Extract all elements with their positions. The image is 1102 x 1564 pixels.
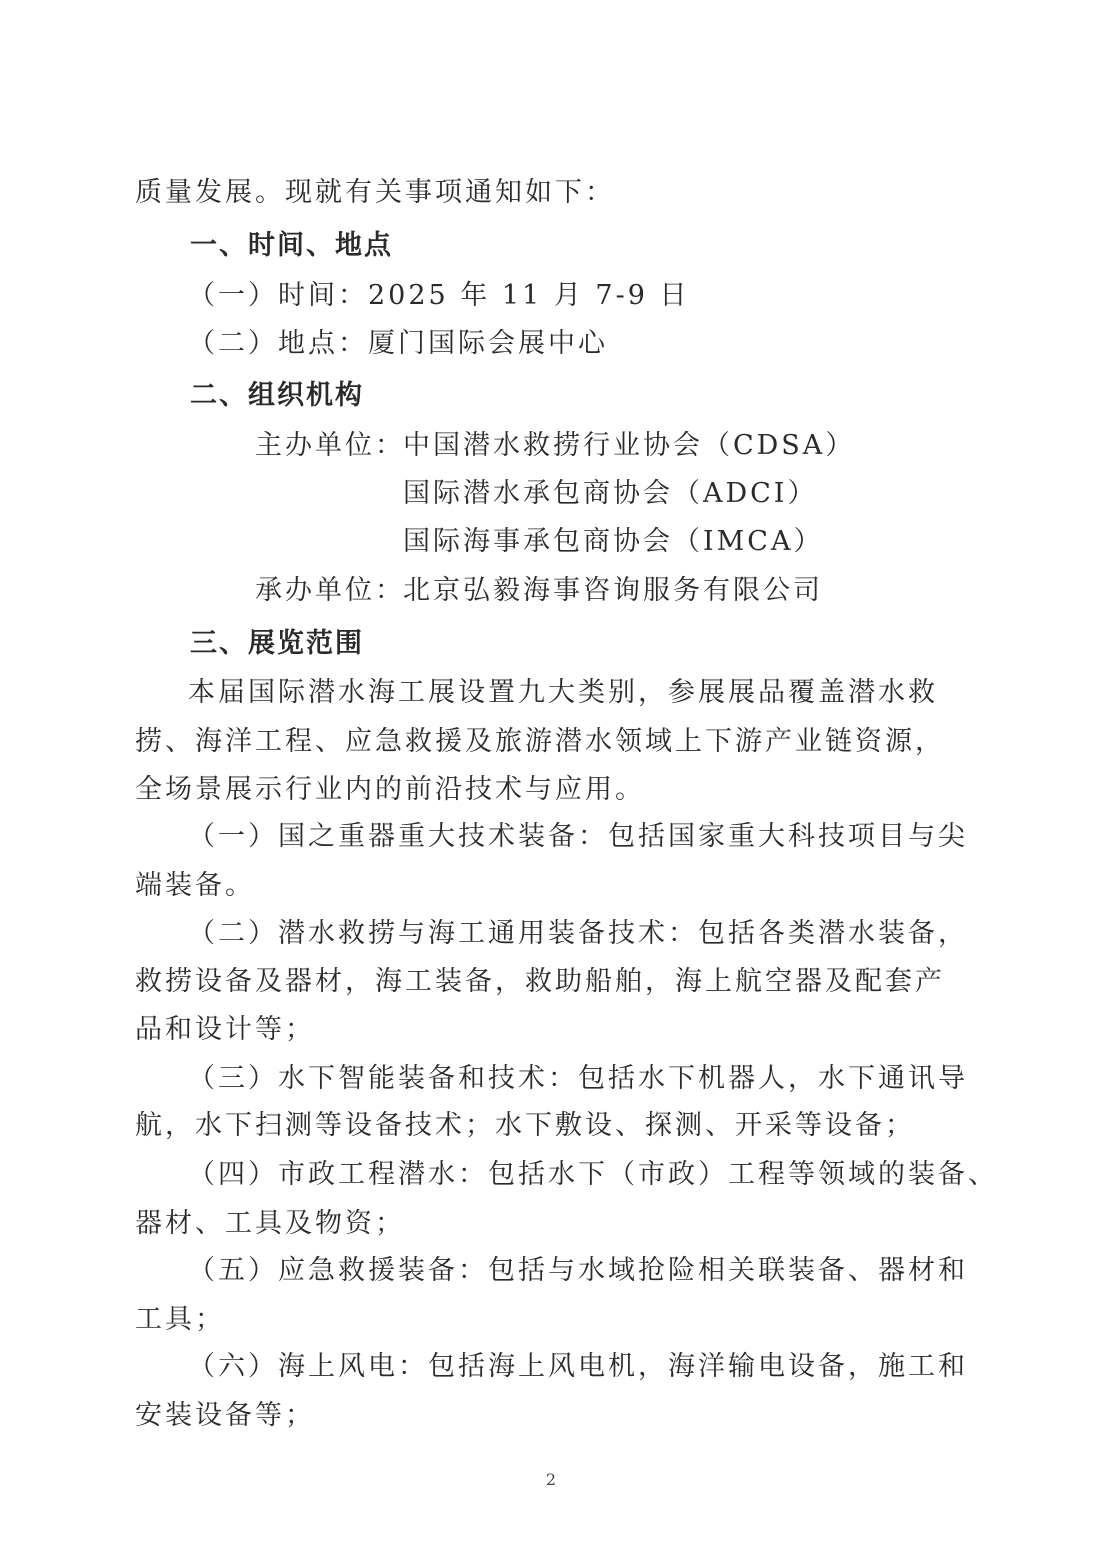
item4-line2: 器材、工具及物资； xyxy=(135,1208,405,1239)
organizer-label: 承办单位： xyxy=(255,575,405,606)
page-number: 2 xyxy=(545,1470,557,1489)
host-2: 国际潜水承包商协会（ADCI） xyxy=(403,478,818,509)
item5-line1: （五）应急救援装备：包括与水域抢险相关联装备、器材和 xyxy=(188,1255,968,1286)
item2-line2: 救捞设备及器材，海工装备，救助船舶，海上航空器及配套产 xyxy=(135,966,945,997)
place-line: （二）地点：厦门国际会展中心 xyxy=(188,328,608,359)
item6-line1: （六）海上风电：包括海上风电机，海洋输电设备，施工和 xyxy=(188,1351,968,1382)
intro-tail: 质量发展。现就有关事项通知如下： xyxy=(135,177,615,208)
item4-line1: （四）市政工程潜水：包括水下（市政）工程等领域的装备、 xyxy=(188,1159,998,1190)
item6-line2: 安装设备等； xyxy=(135,1400,315,1431)
item1-line2: 端装备。 xyxy=(135,870,255,901)
section1-heading: 一、时间、地点 xyxy=(190,230,393,261)
item2-line1: （二）潜水救捞与海工通用装备技术：包括各类潜水装备， xyxy=(188,918,968,949)
item1-line1: （一）国之重器重大技术装备：包括国家重大科技项目与尖 xyxy=(188,821,968,852)
section3-intro-3: 全场景展示行业内的前沿技术与应用。 xyxy=(135,774,645,805)
time-line: （一）时间：2025 年 11 月 7-9 日 xyxy=(188,280,690,311)
organizer: 北京弘毅海事咨询服务有限公司 xyxy=(403,575,823,606)
section3-heading: 三、展览范围 xyxy=(190,628,364,659)
item5-line2: 工具； xyxy=(135,1304,225,1335)
section3-intro-2: 捞、海洋工程、应急救援及旅游潜水领域上下游产业链资源， xyxy=(135,726,945,757)
item3-line1: （三）水下智能装备和技术：包括水下机器人，水下通讯导 xyxy=(188,1063,968,1094)
section3-intro-1: 本届国际潜水海工展设置九大类别，参展展品覆盖潜水救 xyxy=(188,677,938,708)
host-label: 主办单位： xyxy=(255,430,405,461)
host-3: 国际海事承包商协会（IMCA） xyxy=(403,526,824,557)
host-1: 中国潜水救捞行业协会（CDSA） xyxy=(403,430,856,461)
section2-heading: 二、组织机构 xyxy=(190,380,364,411)
item2-line3: 品和设计等； xyxy=(135,1014,315,1045)
item3-line2: 航，水下扫测等设备技术；水下敷设、探测、开采等设备； xyxy=(135,1110,915,1141)
